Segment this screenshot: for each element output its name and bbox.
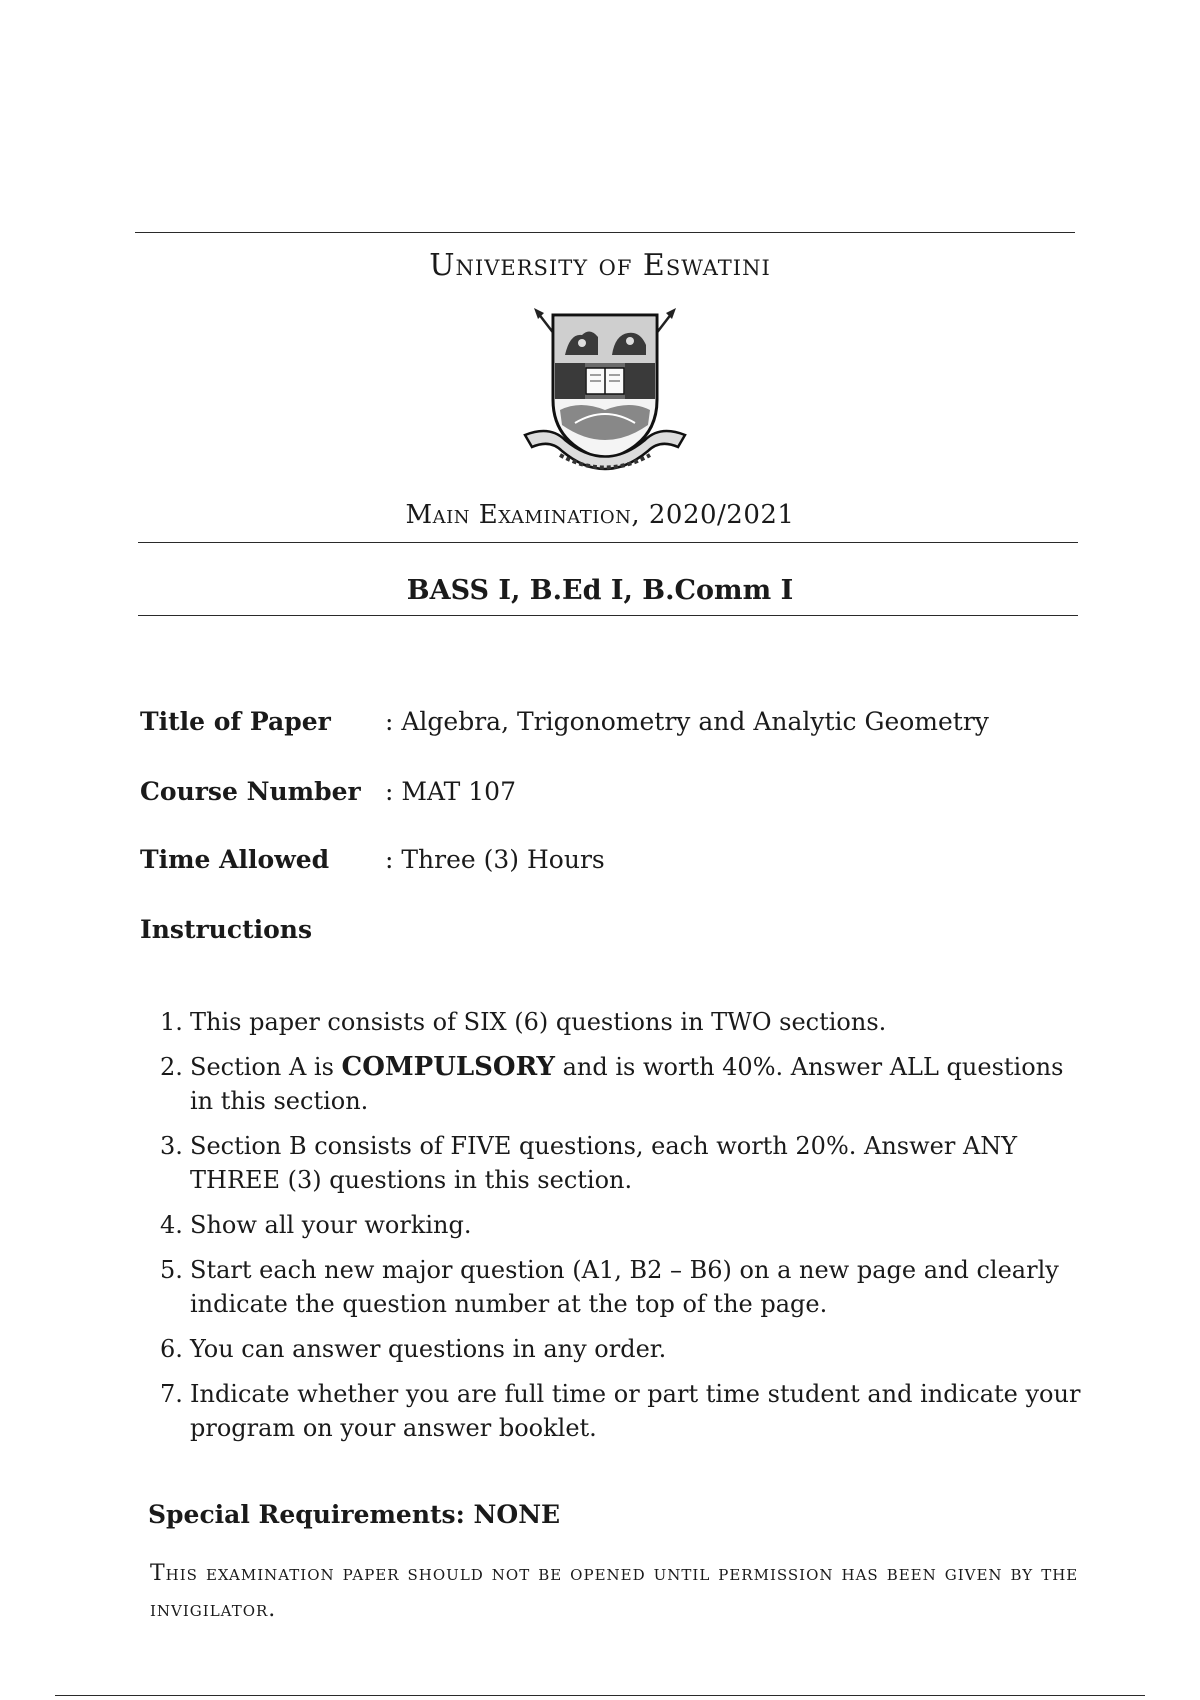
course-number-label: Course Number (140, 777, 361, 806)
instruction-text: Show all your working. (190, 1211, 472, 1239)
exam-rule (138, 542, 1078, 543)
time-allowed-value: : Three (3) Hours (385, 845, 605, 874)
programme-rule (138, 615, 1078, 616)
instruction-text: Start each new major question (A1, B2 – B6) on a new page and clearly indicate the question number at the top of the page. (190, 1256, 1059, 1318)
instruction-number: 5. (160, 1256, 183, 1284)
instruction-number: 6. (160, 1335, 183, 1363)
instruction-item (160, 1253, 1090, 1321)
time-allowed-label: Time Allowed (140, 845, 330, 874)
instruction-number: 4. (160, 1211, 183, 1239)
instruction-text: COMPULSORY (341, 1052, 555, 1082)
title-of-paper-row (140, 707, 989, 736)
instruction-item (160, 1129, 1090, 1197)
title-of-paper-label: Title of Paper (140, 707, 331, 736)
course-number-row (140, 777, 516, 806)
programme-line: BASS I, B.Ed I, B.Comm I (406, 575, 794, 606)
instruction-text: Indicate whether you are full time or part time student and indicate your program on your answer booklet. (190, 1380, 1081, 1442)
instruction-text: Section A is (190, 1053, 342, 1081)
instruction-item (160, 1208, 1090, 1242)
instruction-item (160, 1377, 1090, 1445)
instruction-number: 3. (160, 1132, 183, 1160)
top-rule (135, 232, 1075, 233)
instruction-text: This paper consists of SIX (6) questions in TWO sections. (190, 1008, 887, 1036)
special-requirements: Special Requirements: NONE (148, 1500, 561, 1529)
instruction-item (160, 1332, 1090, 1366)
time-allowed-row (140, 845, 605, 874)
university-crest-icon (520, 305, 690, 485)
course-number-value: : MAT 107 (385, 777, 516, 806)
invigilator-warning: This examination paper should not be opened until permission has been given by the invigilator. (150, 1561, 1079, 1622)
instruction-text: Section B consists of FIVE questions, each worth 20%. Answer ANY THREE (3) questions in this section. (190, 1132, 1018, 1194)
instruction-item (160, 1050, 1090, 1118)
instructions-list (160, 1005, 1090, 1456)
university-name: University of Eswatini (429, 248, 771, 283)
instruction-number: 2. (160, 1053, 183, 1081)
bottom-rule (55, 1695, 1145, 1696)
instruction-number: 7. (160, 1380, 183, 1408)
instruction-text: You can answer questions in any order. (190, 1335, 667, 1363)
instruction-item (160, 1005, 1090, 1039)
instruction-text: and is worth 40%. Answer ALL questions in this section. (190, 1053, 1064, 1115)
instruction-number: 1. (160, 1008, 183, 1036)
examination-session: Main Examination, 2020/2021 (405, 500, 795, 530)
title-of-paper-value: : Algebra, Trigonometry and Analytic Geometry (385, 707, 989, 736)
instructions-heading: Instructions (140, 915, 313, 944)
